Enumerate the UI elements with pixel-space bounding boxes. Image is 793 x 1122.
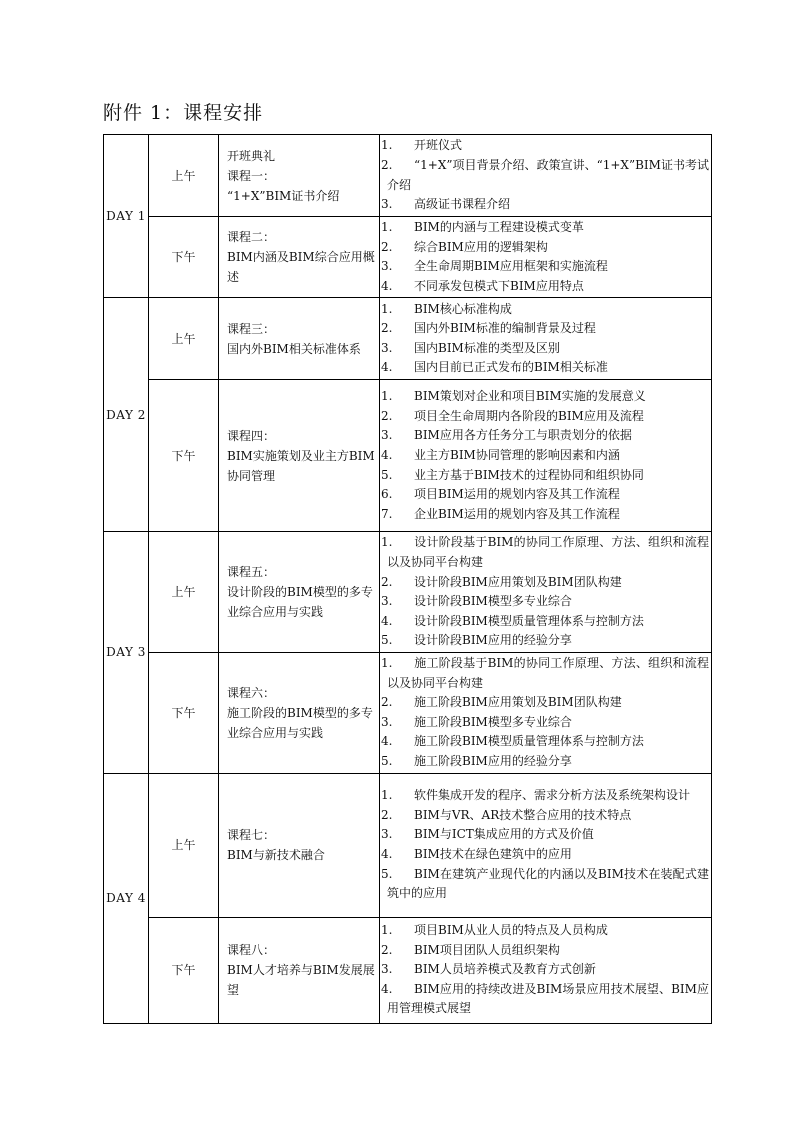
topic-item — [381, 300, 709, 320]
course-name: 国内外BIM相关标准体系 — [227, 341, 361, 356]
topic-item — [381, 752, 709, 772]
topic-text: 全生命周期BIM应用框架和实施流程 — [414, 259, 608, 274]
session-time: 下午 — [149, 917, 219, 1023]
session-time: 上午 — [149, 298, 219, 380]
topic-item — [381, 319, 709, 339]
topic-text: 施工阶段BIM应用的经验分享 — [414, 753, 572, 768]
session-time: 上午 — [149, 773, 219, 917]
session-time: 上午 — [149, 135, 219, 217]
topic-item — [381, 238, 709, 258]
topic-number: 5. — [381, 467, 393, 482]
course-cell — [219, 217, 380, 298]
topic-number: 4. — [381, 847, 393, 861]
topic-item — [381, 612, 709, 632]
session-time: 上午 — [149, 532, 219, 653]
topic-item — [381, 426, 709, 446]
session-time: 下午 — [149, 217, 219, 298]
course-title: 课程三： — [227, 321, 276, 336]
topic-item — [381, 407, 709, 427]
topic-text: 项目全生命周期内各阶段的BIM应用及流程 — [414, 408, 644, 423]
topic-text: 高级证书课程介绍 — [414, 197, 511, 212]
course-cell — [219, 135, 380, 217]
course-name: 设计阶段的BIM模型的多专业综合应用与实践 — [227, 585, 373, 620]
topic-item — [381, 466, 709, 486]
day-label: DAY 2 — [104, 298, 149, 532]
schedule-row — [104, 532, 712, 653]
topic-text: 国内目前已正式发布的BIM相关标准 — [414, 360, 608, 375]
topic-text: 设计阶段BIM应用的经验分享 — [414, 633, 572, 648]
topic-text: BIM人员培养模式及教育方式创新 — [414, 962, 596, 977]
topics-cell — [380, 917, 712, 1023]
topic-list — [381, 136, 709, 214]
topic-number: 3. — [381, 259, 393, 274]
topic-number: 4. — [381, 734, 393, 749]
topic-number: 4. — [381, 448, 393, 463]
topic-text: 设计阶段基于BIM的协同工作原理、方法、组织和流程以及协同平台构建 — [387, 535, 709, 569]
topic-number: 3. — [381, 962, 393, 977]
course-cell — [219, 380, 380, 532]
topic-item — [381, 358, 709, 378]
topic-number: 3. — [381, 594, 393, 609]
topic-item — [381, 693, 709, 713]
topic-item — [381, 339, 709, 359]
topic-number: 6. — [381, 487, 393, 502]
topics-cell — [380, 298, 712, 380]
topic-item — [381, 573, 709, 593]
topic-text: BIM的内涵与工程建设模式变革 — [414, 220, 584, 234]
course-name: 施工阶段的BIM模型的多专业综合应用与实践 — [227, 705, 373, 740]
topic-number: 3. — [381, 827, 393, 842]
day-label: DAY 1 — [104, 135, 149, 298]
topic-number: 3. — [381, 714, 393, 729]
topic-number: 4. — [381, 613, 393, 628]
topic-list — [381, 921, 709, 1019]
topic-list — [381, 387, 709, 524]
topic-text: BIM在建筑产业现代化的内涵以及BIM技术在装配式建筑中的应用 — [387, 866, 709, 901]
topic-number: 5. — [381, 753, 393, 768]
topic-text: 开班仪式 — [414, 138, 463, 153]
topic-number: 2. — [381, 157, 393, 172]
topic-text: BIM技术在绿色建筑中的应用 — [414, 847, 572, 861]
topic-text: 不同承发包模式下BIM应用特点 — [414, 278, 584, 293]
topic-number: 2. — [381, 942, 393, 957]
topic-item — [381, 825, 709, 845]
course-name: “1+X”BIM证书介绍 — [227, 188, 340, 203]
topic-number: 1. — [381, 301, 393, 316]
topic-item — [381, 806, 709, 826]
course-cell — [219, 652, 380, 773]
topic-text: 项目BIM从业人员的特点及人员构成 — [414, 923, 608, 938]
topic-text: 设计阶段BIM模型多专业综合 — [414, 594, 572, 609]
topics-cell — [380, 532, 712, 653]
topics-cell — [380, 652, 712, 773]
topic-item — [381, 446, 709, 466]
topic-number: 4. — [381, 360, 393, 375]
topic-number: 1. — [381, 655, 393, 670]
topic-number: 2. — [381, 239, 393, 254]
topic-text: 设计阶段BIM模型质量管理体系与控制方法 — [414, 613, 644, 628]
course-schedule-table — [103, 134, 712, 1024]
topic-item — [381, 631, 709, 651]
course-title: 课程七： — [227, 828, 276, 842]
topic-item — [381, 195, 709, 215]
topic-text: 业主方BIM协同管理的影响因素和内涵 — [414, 448, 620, 463]
topic-number: 1. — [381, 138, 393, 153]
day-label: DAY 3 — [104, 532, 149, 773]
topic-item — [381, 845, 709, 865]
course-title: 课程四： — [227, 428, 276, 443]
topic-number: 4. — [381, 981, 393, 996]
topic-number: 1. — [381, 923, 393, 938]
topic-number: 1. — [381, 788, 393, 803]
topic-number: 5. — [381, 633, 393, 648]
topic-list — [381, 654, 709, 772]
schedule-row — [104, 380, 712, 532]
schedule-row — [104, 217, 712, 298]
topic-number: 1. — [381, 535, 393, 550]
course-cell — [219, 917, 380, 1023]
course-title: 课程二： — [227, 230, 276, 245]
topic-text: 项目BIM运用的规划内容及其工作流程 — [414, 487, 620, 502]
day-label: DAY 4 — [104, 773, 149, 1023]
course-name: BIM实施策划及业主方BIM协同管理 — [227, 448, 375, 483]
topic-text: 国内外BIM标准的编制背景及过程 — [414, 321, 596, 336]
topic-number: 2. — [381, 574, 393, 589]
topic-number: 4. — [381, 278, 393, 293]
topic-item — [381, 941, 709, 961]
topic-number: 2. — [381, 807, 393, 822]
course-name: BIM人才培养与BIM发展展望 — [227, 963, 375, 997]
page-title: 附件 1：课程安排 — [103, 102, 264, 124]
topic-item — [381, 485, 709, 505]
course-cell — [219, 298, 380, 380]
topic-text: 软件集成开发的程序、需求分析方法及系统架构设计 — [414, 788, 691, 803]
topic-text: BIM与ICT集成应用的方式及价值 — [414, 827, 594, 842]
topic-item — [381, 865, 709, 904]
course-title: 开班典礼 课程一： — [227, 148, 276, 183]
topic-number: 3. — [381, 197, 393, 212]
topic-text: 施工阶段BIM模型质量管理体系与控制方法 — [414, 734, 644, 749]
schedule-row — [104, 135, 712, 217]
topic-list — [381, 533, 709, 651]
topic-text: BIM核心标准构成 — [414, 301, 512, 316]
topic-text: BIM应用各方任务分工与职责划分的依据 — [414, 428, 632, 443]
topic-number: 7. — [381, 506, 393, 521]
topic-text: 业主方基于BIM技术的过程协同和组织协同 — [414, 467, 644, 482]
topic-text: BIM策划对企业和项目BIM实施的发展意义 — [414, 389, 646, 404]
topic-number: 1. — [381, 220, 393, 234]
topic-item — [381, 980, 709, 1019]
topic-item — [381, 218, 709, 238]
topic-item — [381, 960, 709, 980]
topics-cell — [380, 380, 712, 532]
topic-number: 2. — [381, 695, 393, 710]
topic-text: 施工阶段BIM模型多专业综合 — [414, 714, 572, 729]
topic-item — [381, 654, 709, 693]
topic-text: 施工阶段基于BIM的协同工作原理、方法、组织和流程以及协同平台构建 — [387, 655, 709, 690]
topic-item — [381, 156, 709, 195]
topic-number: 2. — [381, 321, 393, 336]
topics-cell — [380, 773, 712, 917]
topic-text: 设计阶段BIM应用策划及BIM团队构建 — [414, 574, 622, 589]
course-title: 课程六： — [227, 685, 276, 700]
session-time: 下午 — [149, 380, 219, 532]
course-name: BIM内涵及BIM综合应用概述 — [227, 250, 375, 285]
topic-item — [381, 387, 709, 407]
topic-number: 2. — [381, 408, 393, 423]
course-cell — [219, 773, 380, 917]
topic-number: 3. — [381, 340, 393, 355]
schedule-row — [104, 773, 712, 917]
topic-text: BIM与VR、AR技术整合应用的技术特点 — [414, 807, 632, 822]
course-name: BIM与新技术融合 — [227, 848, 325, 862]
topic-text: BIM应用的持续改进及BIM场景应用技术展望、BIM应用管理模式展望 — [387, 981, 709, 1016]
session-time: 下午 — [149, 652, 219, 773]
course-title: 课程八： — [227, 943, 276, 957]
schedule-row — [104, 298, 712, 380]
topic-item — [381, 136, 709, 156]
topic-text: 企业BIM运用的规划内容及其工作流程 — [414, 506, 620, 521]
topic-item — [381, 786, 709, 806]
schedule-row — [104, 652, 712, 773]
topic-text: 国内BIM标准的类型及区别 — [414, 340, 560, 355]
topic-text: “1+X”项目背景介绍、政策宣讲、“1+X”BIM证书考试介绍 — [387, 157, 709, 192]
topic-text: 施工阶段BIM应用策划及BIM团队构建 — [414, 695, 622, 710]
topic-text: BIM项目团队人员组织架构 — [414, 942, 560, 957]
topic-number: 1. — [381, 389, 393, 404]
topic-number: 3. — [381, 428, 393, 443]
course-cell — [219, 532, 380, 653]
topic-item — [381, 592, 709, 612]
topic-item — [381, 921, 709, 941]
topic-item — [381, 505, 709, 525]
topics-cell — [380, 217, 712, 298]
topic-item — [381, 713, 709, 733]
topic-text: 综合BIM应用的逻辑架构 — [414, 239, 548, 254]
topic-list — [381, 786, 709, 904]
course-title: 课程五： — [227, 565, 276, 580]
topic-item — [381, 533, 709, 572]
topic-list — [381, 218, 709, 296]
topics-cell — [380, 135, 712, 217]
topic-item — [381, 732, 709, 752]
topic-item — [381, 277, 709, 297]
topic-item — [381, 257, 709, 277]
topic-number: 5. — [381, 866, 393, 881]
topic-list — [381, 300, 709, 378]
schedule-row — [104, 917, 712, 1023]
